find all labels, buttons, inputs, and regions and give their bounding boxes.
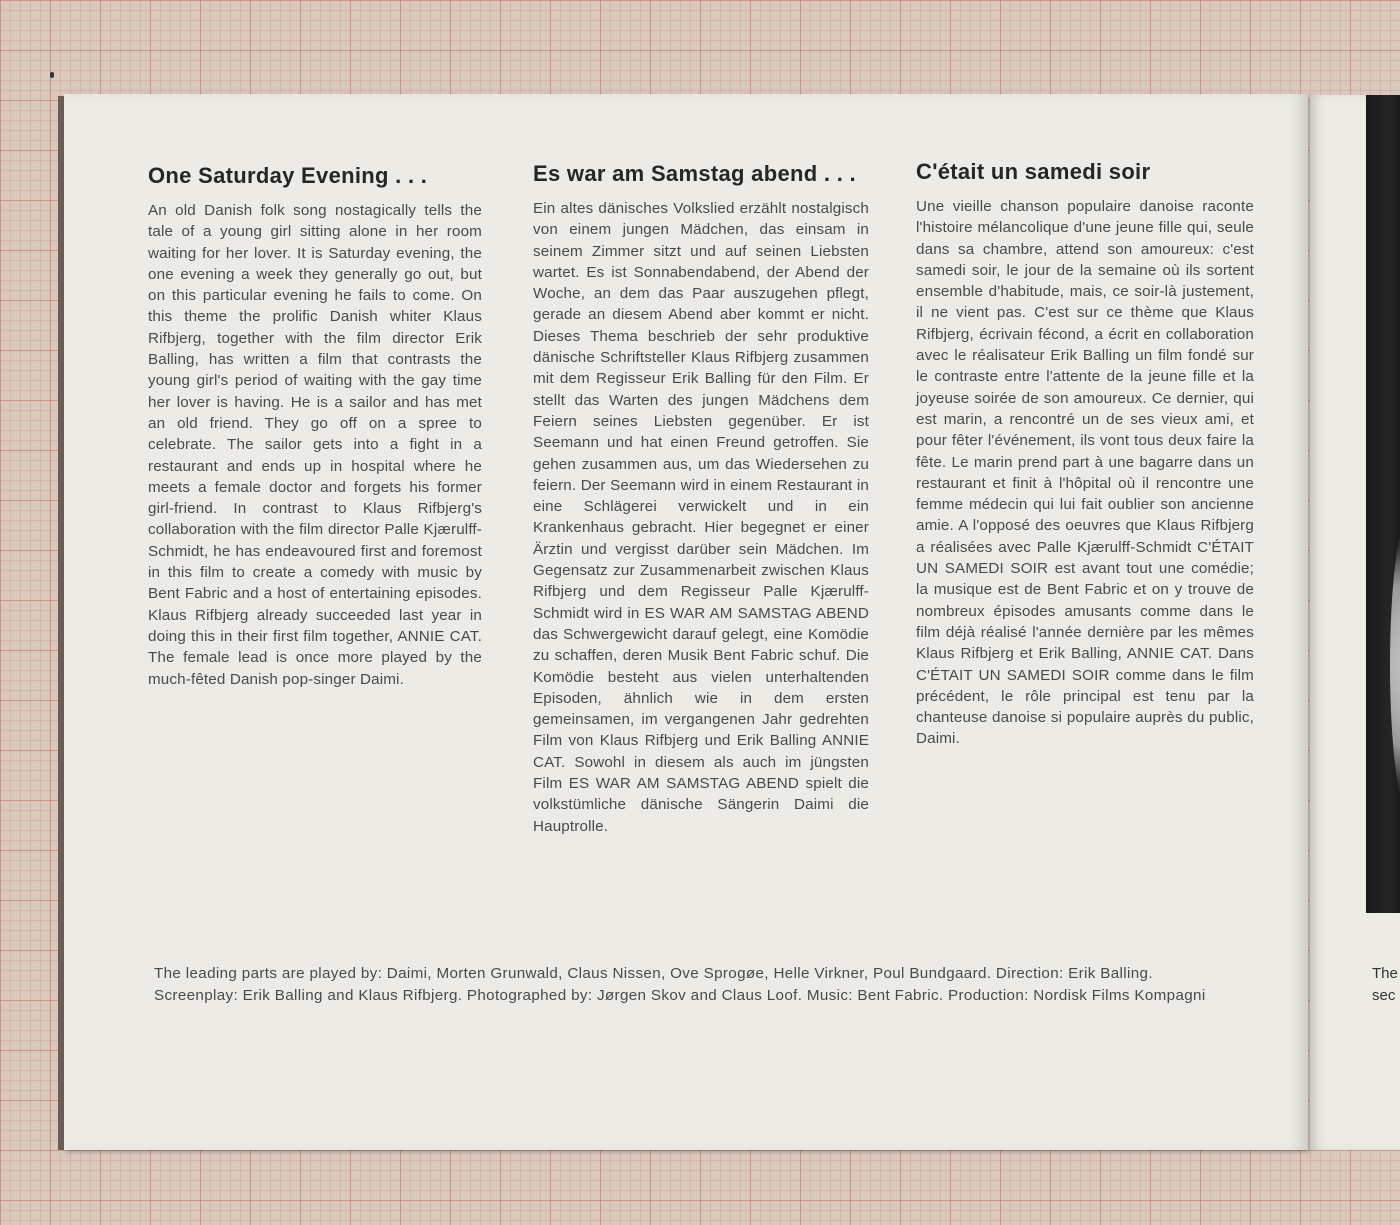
german-title: Es war am Samstag abend . . . [533,161,856,186]
french-title: C'était un samedi soir [916,159,1151,184]
english-body: An old Danish folk song nostagically tells the tale of a young girl sitting alone in her room waiting for her lover. It is Saturday evening, the one evening a week they generally go out, but on this particular evening he fails to come. On this theme the prolific Danish whiter Klaus Rifbjerg, together with the film director Erik Balling, has written a film that contrasts the young girl's period of waiting with the gay time her lover is having. He is a sailor and has met an old friend. They go off on a spree to celebrate. The sailor gets into a fight in a restaurant and ends up in hospital where he meets a female doctor and forgets his former girl-friend. In contrast to Klaus Rifbjerg's collaboration with the film director Palle Kjærulff-Schmidt, he has endeavoured first and foremost in this film to create a comedy with music by Bent Fabric and a host of entertaining episodes. Klaus Rifbjerg already succeeded last year in doing this in their first film together, ANNIE CAT. The female lead is once more played by the much-fêted Danish pop-singer Daimi. [148,202,482,688]
french-column [916,158,1254,750]
next-page-caption [1372,963,1398,1007]
german-body: Ein altes dänisches Volkslied erzählt nostalgisch von einem jungen Mädchen, das einsam in seinem Zimmer sitzt und auf seinen Liebsten wartet. Es ist Sonnabendabend, der Abend der Woche, an dem das Paar auszugehen pflegt, gerade an diesem Abend aber kommt er nicht. Dieses Thema beschrieb der sehr produktive dänische Schriftsteller Klaus Rifbjerg zusammen mit dem Regisseur Erik Balling für den Film. Er stellt das Warten des jungen Mädchens dem Feiern seines Liebsten gegenüber. Er ist Seemann und hat einen Freund getroffen. Sie gehen zusammen aus, um das Wiedersehen zu feiern. Der Seemann wird in einem Restaurant in eine Schlägerei verwickelt und in ein Krankenhaus gebracht. Hier begegnet er einer Ärztin und vergisst darüber sein Mädchen. Im Gegensatz zur Zusammenarbeit zwischen Klaus Rifbjerg und dem Regisseur Palle Kjærulff-Schmidt wird in ES WAR AM SAMSTAG ABEND das Schwergewicht darauf gelegt, eine Komödie zu schaffen, deren Musik Bent Fabric schuf. Die Komödie besteht aus vielen unterhaltenden Episoden, ähnlich wie in dem ersten gemeinsamen, im vergangenen Jahr gedrehten Film von Klaus Rifbjerg und Erik Balling ANNIE CAT. Sowohl in diesem als auch im jüngsten Film ES WAR AM SAMSTAG ABEND spielt die volkstümliche dänische Sängerin Daimi die Hauptrolle. [533,200,869,835]
english-column [148,162,482,690]
next-page-caption-line2: sec [1372,987,1396,1004]
french-body: Une vieille chanson populaire danoise raconte l'histoire mélancolique d'une jeune fille qui, seule dans sa chambre, attend son amoureux: c'est samedi soir, le jour de la semaine où ils sortent ensemble d'habitude, mais, ce soir-là justement, il ne vient pas. C'est sur ce thème que Klaus Rifbjerg, écrivain fécond, a écrit en collaboration avec le réalisateur Erik Balling un film fondé sur le contraste entre l'attente de la jeune fille et la joyeuse soirée de son amoureux. Ce dernier, qui est marin, a rencontré un de ses vieux ami, et pour fêter l'événement, ils vont tous deux faire la fête. Le marin prend part à une bagarre dans un restaurant et finit à l'hôpital où il rencontre une femme médecin qui lui fait oublier son ancienne amie. A l'opposé des oeuvres que Klaus Rifbjerg a réalisées avec Palle Kjærulff-Schmidt C'ÉTAIT UN SAMEDI SOIR est avant tout une comédie; la musique est de Bent Fabric et on y trouve de nombreux épisodes amusants comme dans le film déjà réalisé l'année dernière par les mêmes Klaus Rifbjerg et Erik Balling, ANNIE CAT. Dans C'ÉTAIT UN SAMEDI SOIR comme dans le film précédent, le rôle principal est tenu par la chanteuse danoise si populaire auprès du public, Daimi. [916,198,1254,748]
english-title: One Saturday Evening . . . [148,163,428,188]
next-page [1310,95,1400,1150]
next-page-photo [1366,95,1400,913]
paper-mark [50,72,54,78]
booklet-page [64,94,1308,1150]
next-page-caption-line1: The [1372,965,1398,982]
credits-text: The leading parts are played by: Daimi, Morten Grunwald, Claus Nissen, Ove Sprogøe, Helle Virkner, Poul Bundgaard. Direction: Erik Balling. Screenplay: Erik Balling and Klaus Rifbjerg. Photographed by: Jørgen Skov and Claus Loof. Music: Bent Fabric. Production: Nordisk Films Kompagni [154,965,1206,1004]
german-column [533,160,869,837]
